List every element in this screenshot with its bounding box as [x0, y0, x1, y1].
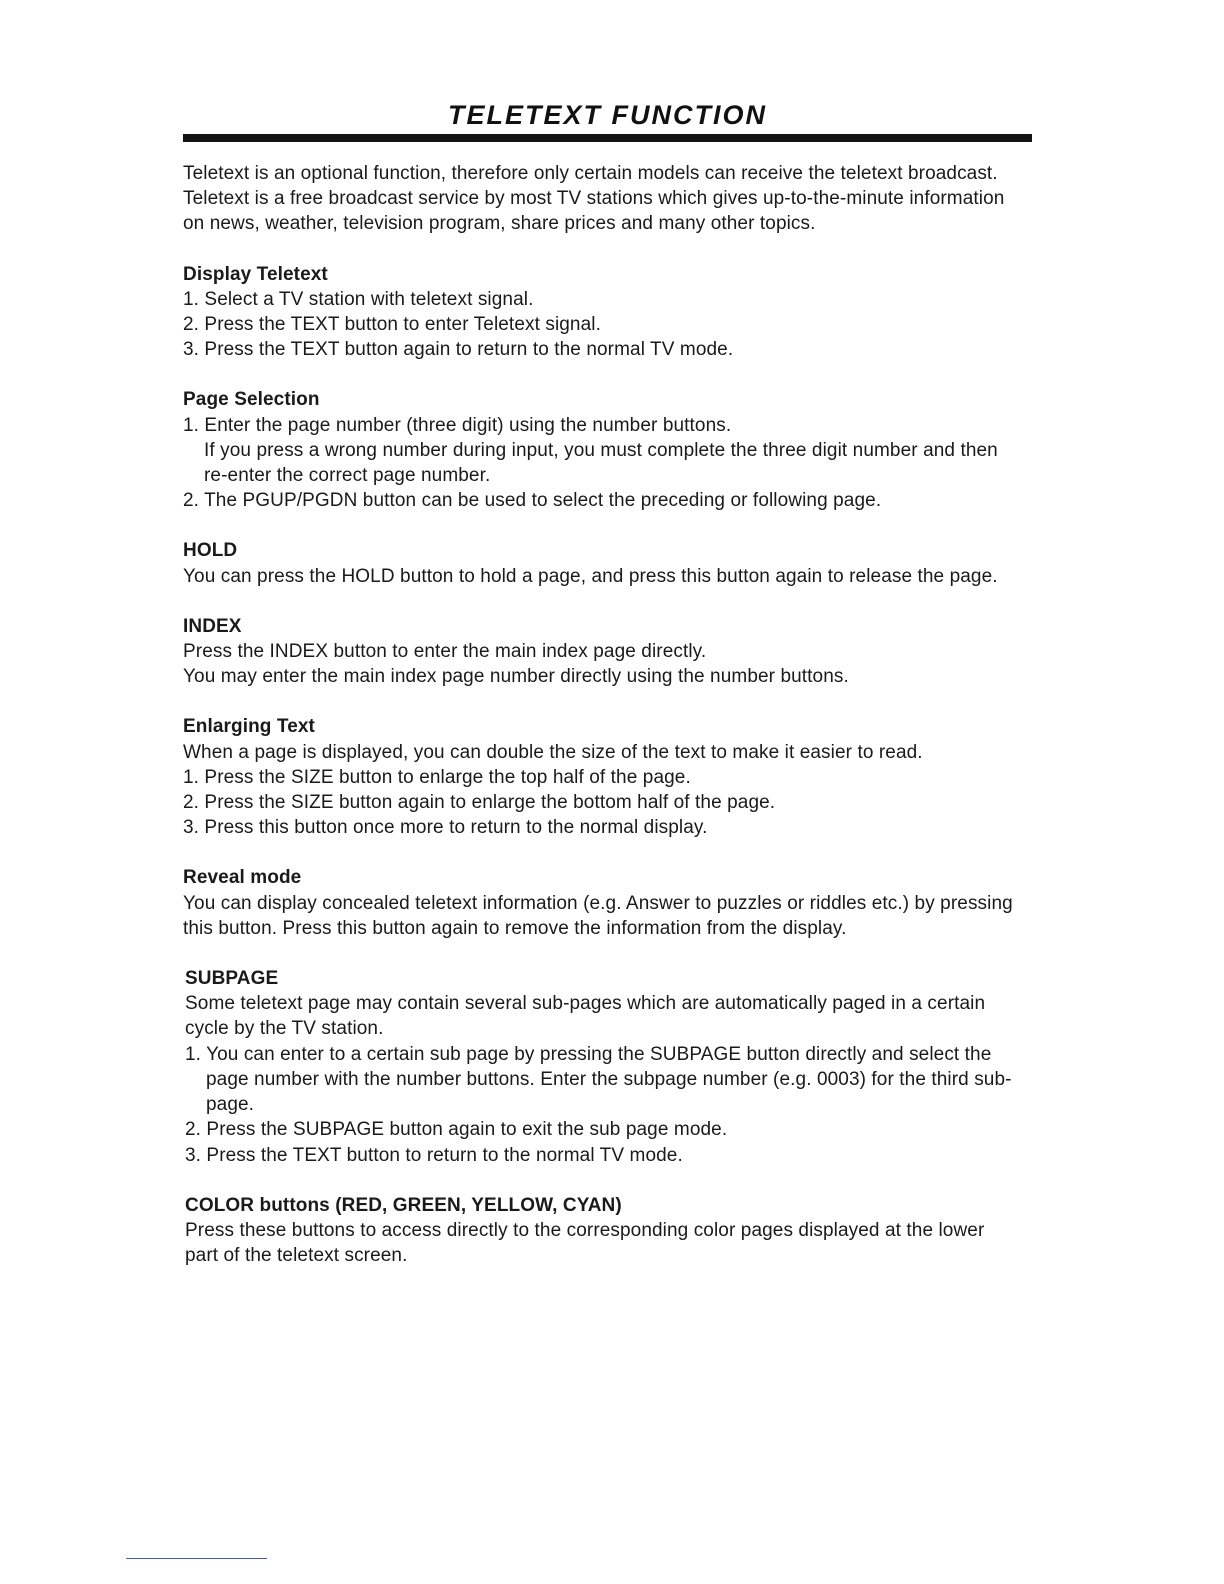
section-heading: HOLD — [183, 540, 238, 562]
section-hold — [183, 538, 1053, 588]
section-heading: Page Selection — [183, 389, 320, 411]
section-line-continued: page. — [206, 1094, 255, 1116]
section-line: 2. Press the SUBPAGE button again to exit the sub page mode. — [185, 1119, 728, 1141]
section-enlarging-text — [183, 714, 1053, 840]
section-line-continued: re-enter the correct page number. — [204, 465, 491, 487]
section-color-buttons — [185, 1193, 1053, 1269]
section-line: Press these buttons to access directly to the corresponding color pages displayed at the lower — [185, 1219, 985, 1241]
section-subpage — [185, 966, 1053, 1168]
section-line: You may enter the main index page number directly using the number buttons. — [183, 666, 849, 688]
intro-line: on news, weather, television program, share prices and many other topics. — [183, 213, 816, 235]
footer-rule — [126, 1558, 267, 1559]
section-heading: INDEX — [183, 615, 242, 637]
section-line: Press the INDEX button to enter the main index page directly. — [183, 641, 707, 663]
section-heading: COLOR buttons (RED, GREEN, YELLOW, CYAN) — [185, 1194, 622, 1216]
section-line: this button. Press this button again to remove the information from the display. — [183, 917, 847, 939]
intro-line: Teletext is an optional function, therefore only certain models can receive the teletext broadcast. — [183, 163, 998, 184]
section-line: part of the teletext screen. — [185, 1245, 408, 1267]
section-line: 1. Enter the page number (three digit) using the number buttons. — [183, 414, 732, 436]
section-line: 2. Press the TEXT button to enter Teletext signal. — [183, 314, 601, 336]
section-heading: Reveal mode — [183, 867, 302, 889]
section-line: 2. The PGUP/PGDN button can be used to select the preceding or following page. — [183, 490, 882, 512]
section-line: 1. You can enter to a certain sub page by pressing the SUBPAGE button directly and select the — [185, 1043, 992, 1065]
intro-paragraph — [183, 161, 1053, 237]
section-line: 2. Press the SIZE button again to enlarge the bottom half of the page. — [183, 792, 776, 814]
section-line: Some teletext page may contain several sub-pages which are automatically paged in a certain — [185, 993, 986, 1015]
title-rule — [183, 134, 1032, 142]
section-line: You can press the HOLD button to hold a page, and press this button again to release the page. — [183, 565, 998, 587]
section-index — [183, 614, 1053, 690]
page-title: TELETEXT FUNCTION — [448, 100, 767, 130]
section-line-continued: page number with the number buttons. Enter the subpage number (e.g. 0003) for the third sub- — [206, 1068, 1012, 1090]
section-heading: Display Teletext — [183, 263, 328, 285]
section-reveal-mode — [183, 865, 1053, 941]
document-body — [183, 161, 1053, 1268]
intro-line: Teletext is a free broadcast service by most TV stations which gives up-to-the-minute information — [183, 188, 1005, 210]
section-heading: Enlarging Text — [183, 716, 315, 738]
section-line: 3. Press the TEXT button again to return to the normal TV mode. — [183, 339, 734, 361]
section-line: When a page is displayed, you can double the size of the text to make it easier to read. — [183, 741, 923, 763]
section-line: You can display concealed teletext information (e.g. Answer to puzzles or riddles etc.) by pressing — [183, 892, 1013, 914]
section-line: 1. Press the SIZE button to enlarge the top half of the page. — [183, 766, 691, 788]
section-line: 3. Press the TEXT button to return to the normal TV mode. — [185, 1144, 683, 1166]
section-line: cycle by the TV station. — [185, 1018, 384, 1040]
section-line: 3. Press this button once more to return to the normal display. — [183, 817, 708, 839]
section-display-teletext — [183, 262, 1053, 363]
section-page-selection — [183, 387, 1053, 513]
section-line-continued: If you press a wrong number during input, you must complete the three digit number and then — [204, 439, 998, 461]
section-line: 1. Select a TV station with teletext signal. — [183, 288, 534, 310]
section-heading: SUBPAGE — [185, 968, 279, 990]
